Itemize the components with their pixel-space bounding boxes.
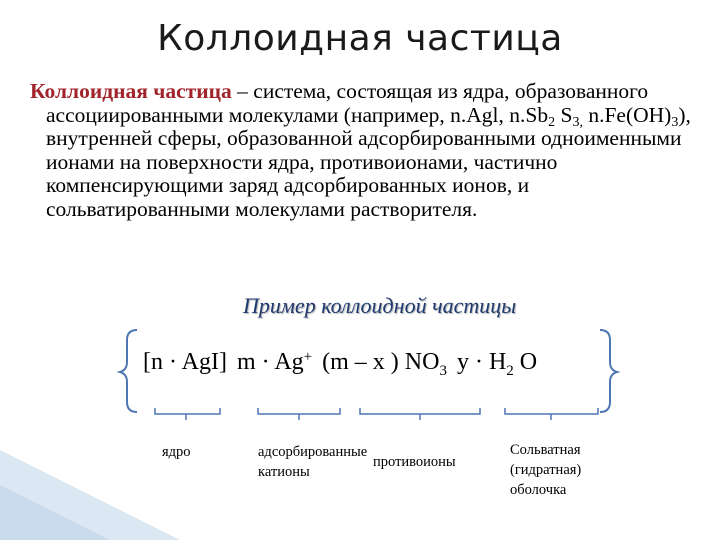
- definition-text-4: ), внутренней сферы, образованной адсорбированными одноименными ионами на поверхности ядра, противоионами, частично компенсирующими заряд адсорбированных ионов, и сольватированными молекулами растворителя.: [46, 102, 691, 221]
- curly-bracket-left: [120, 330, 137, 412]
- formula-solvent-end: O: [513, 349, 538, 375]
- micelle-formula: [143, 349, 538, 379]
- brace-adsorbed: [258, 408, 340, 414]
- formula-solvent: y · H: [456, 349, 507, 375]
- definition-sub-3: 3: [671, 114, 679, 130]
- definition-sub-1: 2: [548, 114, 556, 130]
- definition-paragraph: [30, 80, 716, 221]
- definition-text-2: S: [555, 102, 573, 127]
- formula-adsorbed: m · Ag: [236, 349, 304, 375]
- formula-adsorbed-charge: +: [303, 349, 313, 365]
- brace-shell: [505, 408, 598, 414]
- example-title: Пример коллоидной частицы: [243, 293, 517, 318]
- label-core: ядро: [162, 444, 191, 460]
- formula-counterions-sub: 3: [439, 363, 447, 379]
- curly-bracket-right: [600, 330, 617, 412]
- slide-title: Коллоидная частица: [157, 18, 563, 59]
- label-counterions: противоионы: [373, 454, 456, 470]
- brace-counter: [360, 408, 480, 414]
- definition-term: Коллоидная частица: [30, 79, 232, 103]
- label-solvation-shell: Сольватная (гидратная) оболочка: [510, 442, 582, 498]
- definition-text-1: – система, состоящая из ядра, образованного ассоциированными молекулами (например, n.Agl, n.Sb: [46, 79, 649, 127]
- formula-counterions: (m – x ) NO: [322, 349, 440, 375]
- definition-sub-2: 3,: [572, 114, 583, 130]
- formula-solvent-sub: 2: [506, 363, 514, 379]
- label-adsorbed-cations: адсорбированные катионы: [258, 444, 368, 480]
- formula-core: [n · AgI]: [143, 349, 227, 375]
- brace-core: [155, 408, 220, 414]
- definition-text-3: n.Fe(OH): [582, 102, 672, 127]
